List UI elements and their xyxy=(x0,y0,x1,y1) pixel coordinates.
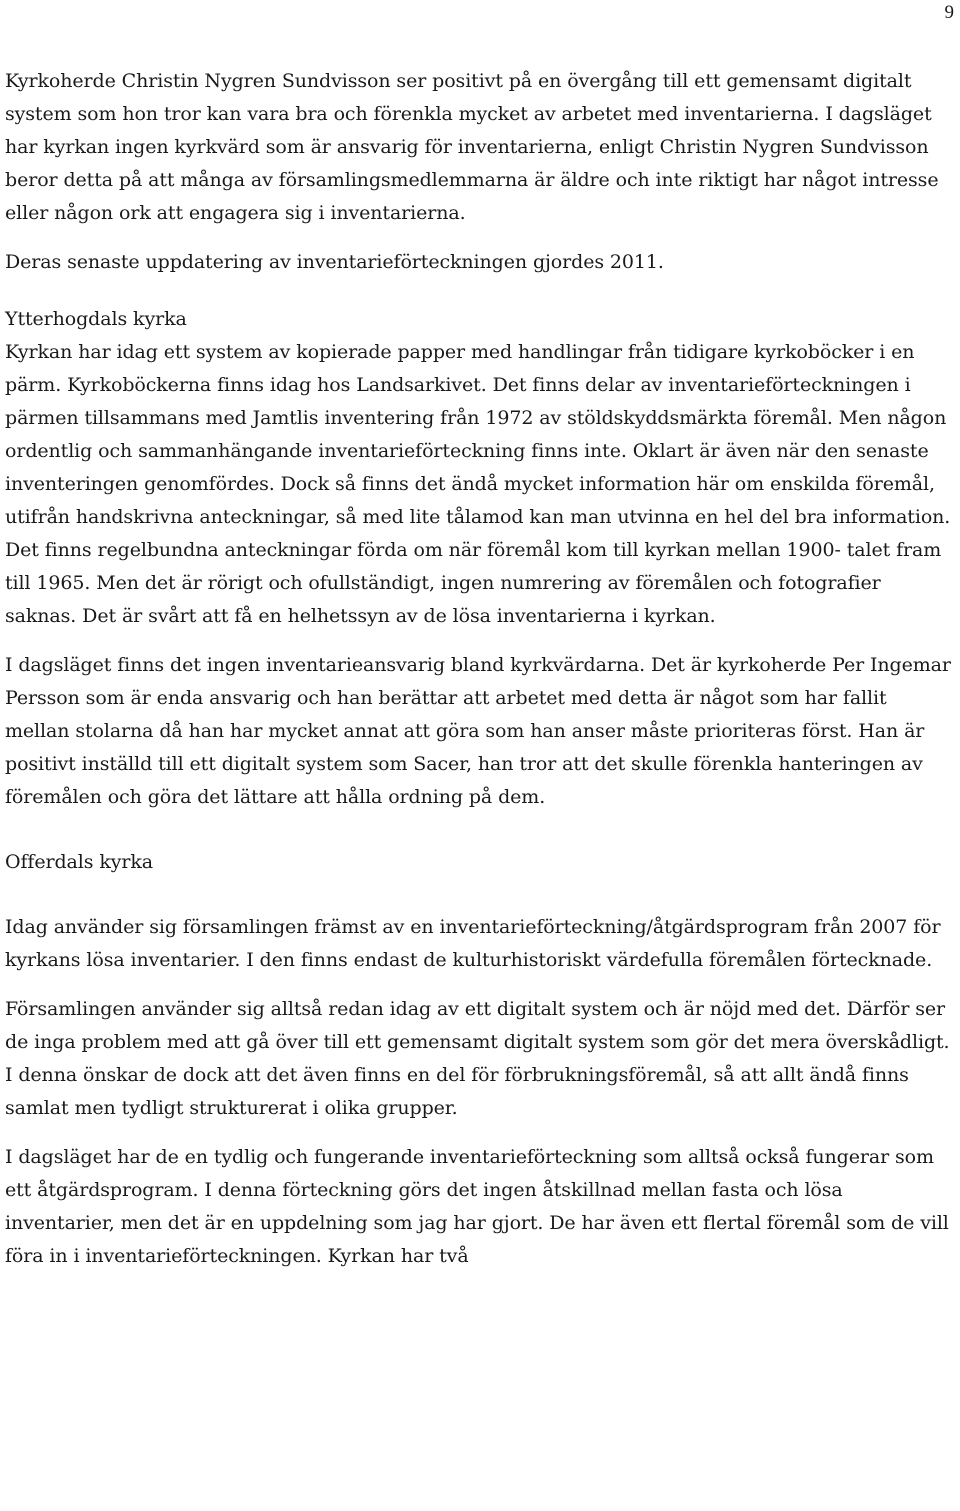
paragraph-offerdals-digitalt-system: Församlingen använder sig alltså redan idag av ett digitalt system och är nöjd med det. Därför ser de inga problem med att gå över till ett gemensamt digitalt system som gör det mera överskådligt. I denna önskar de dock att det även finns en del för förbrukningsföremål, så att allt ändå finns samlat men tydligt strukturerat i olika grupper. xyxy=(5,998,950,1119)
paragraph-ytterhogdals-ansvarig: I dagsläget finns det ingen inventarieansvarig bland kyrkvärdarna. Det är kyrkoherde Per Ingemar Persson som är enda ansvarig och han berättar att arbetet med detta är något som har fallit mellan stolarna då han har mycket annat att göra som han anser måste prioriteras först. Han är positivt inställd till ett digitalt system som Sacer, han tror att det skulle förenkla hanteringen av föremålen och göra det lättare att hålla ordning på dem. xyxy=(5,654,951,808)
document-body xyxy=(5,65,951,1273)
section-heading-offerdals-kyrka: Offerdals kyrka xyxy=(5,851,153,873)
section-heading-ytterhogdals-kyrka: Ytterhogdals kyrka xyxy=(5,308,187,330)
paragraph-offerdals-atgardsprogram: I dagsläget har de en tydlig och fungerande inventarieförteckning som alltså också fungerar som ett åtgärdsprogram. I denna förteckning görs det ingen åtskillnad mellan fasta och lösa inventarier, men det är en uppdelning som jag har gjort. De har även ett flertal föremål som de vill föra in i inventarieförteckningen. Kyrkan har två xyxy=(5,1146,949,1267)
paragraph-offerdals-forteckning: Idag använder sig församlingen främst av en inventarieförteckning/åtgärdsprogram från 2007 för kyrkans lösa inventarier. I den finns endast de kulturhistoriskt värdefulla föremålen förtecknade. xyxy=(5,916,941,971)
paragraph-senaste-uppdatering: Deras senaste uppdatering av inventarieförteckningen gjordes 2011. xyxy=(5,251,664,273)
paragraph-kyrkoherde-christin: Kyrkoherde Christin Nygren Sundvisson ser positivt på en övergång till ett gemensamt digitalt system som hon tror kan vara bra och förenkla mycket av arbetet med inventarierna. I dagsläget har kyrkan ingen kyrkvärd som är ansvarig för inventarierna, enligt Christin Nygren Sundvisson beror detta på att många av församlingsmedlemmarna är äldre och inte riktigt har något intresse eller någon ork att engagera sig i inventarierna. xyxy=(5,70,939,224)
page-number: 9 xyxy=(944,2,954,23)
paragraph-ytterhogdals-system: Kyrkan har idag ett system av kopierade papper med handlingar från tidigare kyrkoböcker i en pärm. Kyrkoböckerna finns idag hos Landsarkivet. Det finns delar av inventarieförteckningen i pärmen tillsammans med Jamtlis inventering från 1972 av stöldskyddsmärkta föremål. Men någon ordentlig och sammanhängande inventarieförteckning finns inte. Oklart är även när den senaste inventeringen genomfördes. Dock så finns det ändå mycket information här om enskilda föremål, utifrån handskrivna anteckningar, så med lite tålamod kan man utvinna en hel del bra information. Det finns regelbundna anteckningar förda om när föremål kom till kyrkan mellan 1900- talet fram till 1965. Men det är rörigt och ofullständigt, ingen numrering av föremålen och fotografier saknas. Det är svårt att få en helhetssyn av de lösa inventarierna i kyrkan. xyxy=(5,341,951,627)
